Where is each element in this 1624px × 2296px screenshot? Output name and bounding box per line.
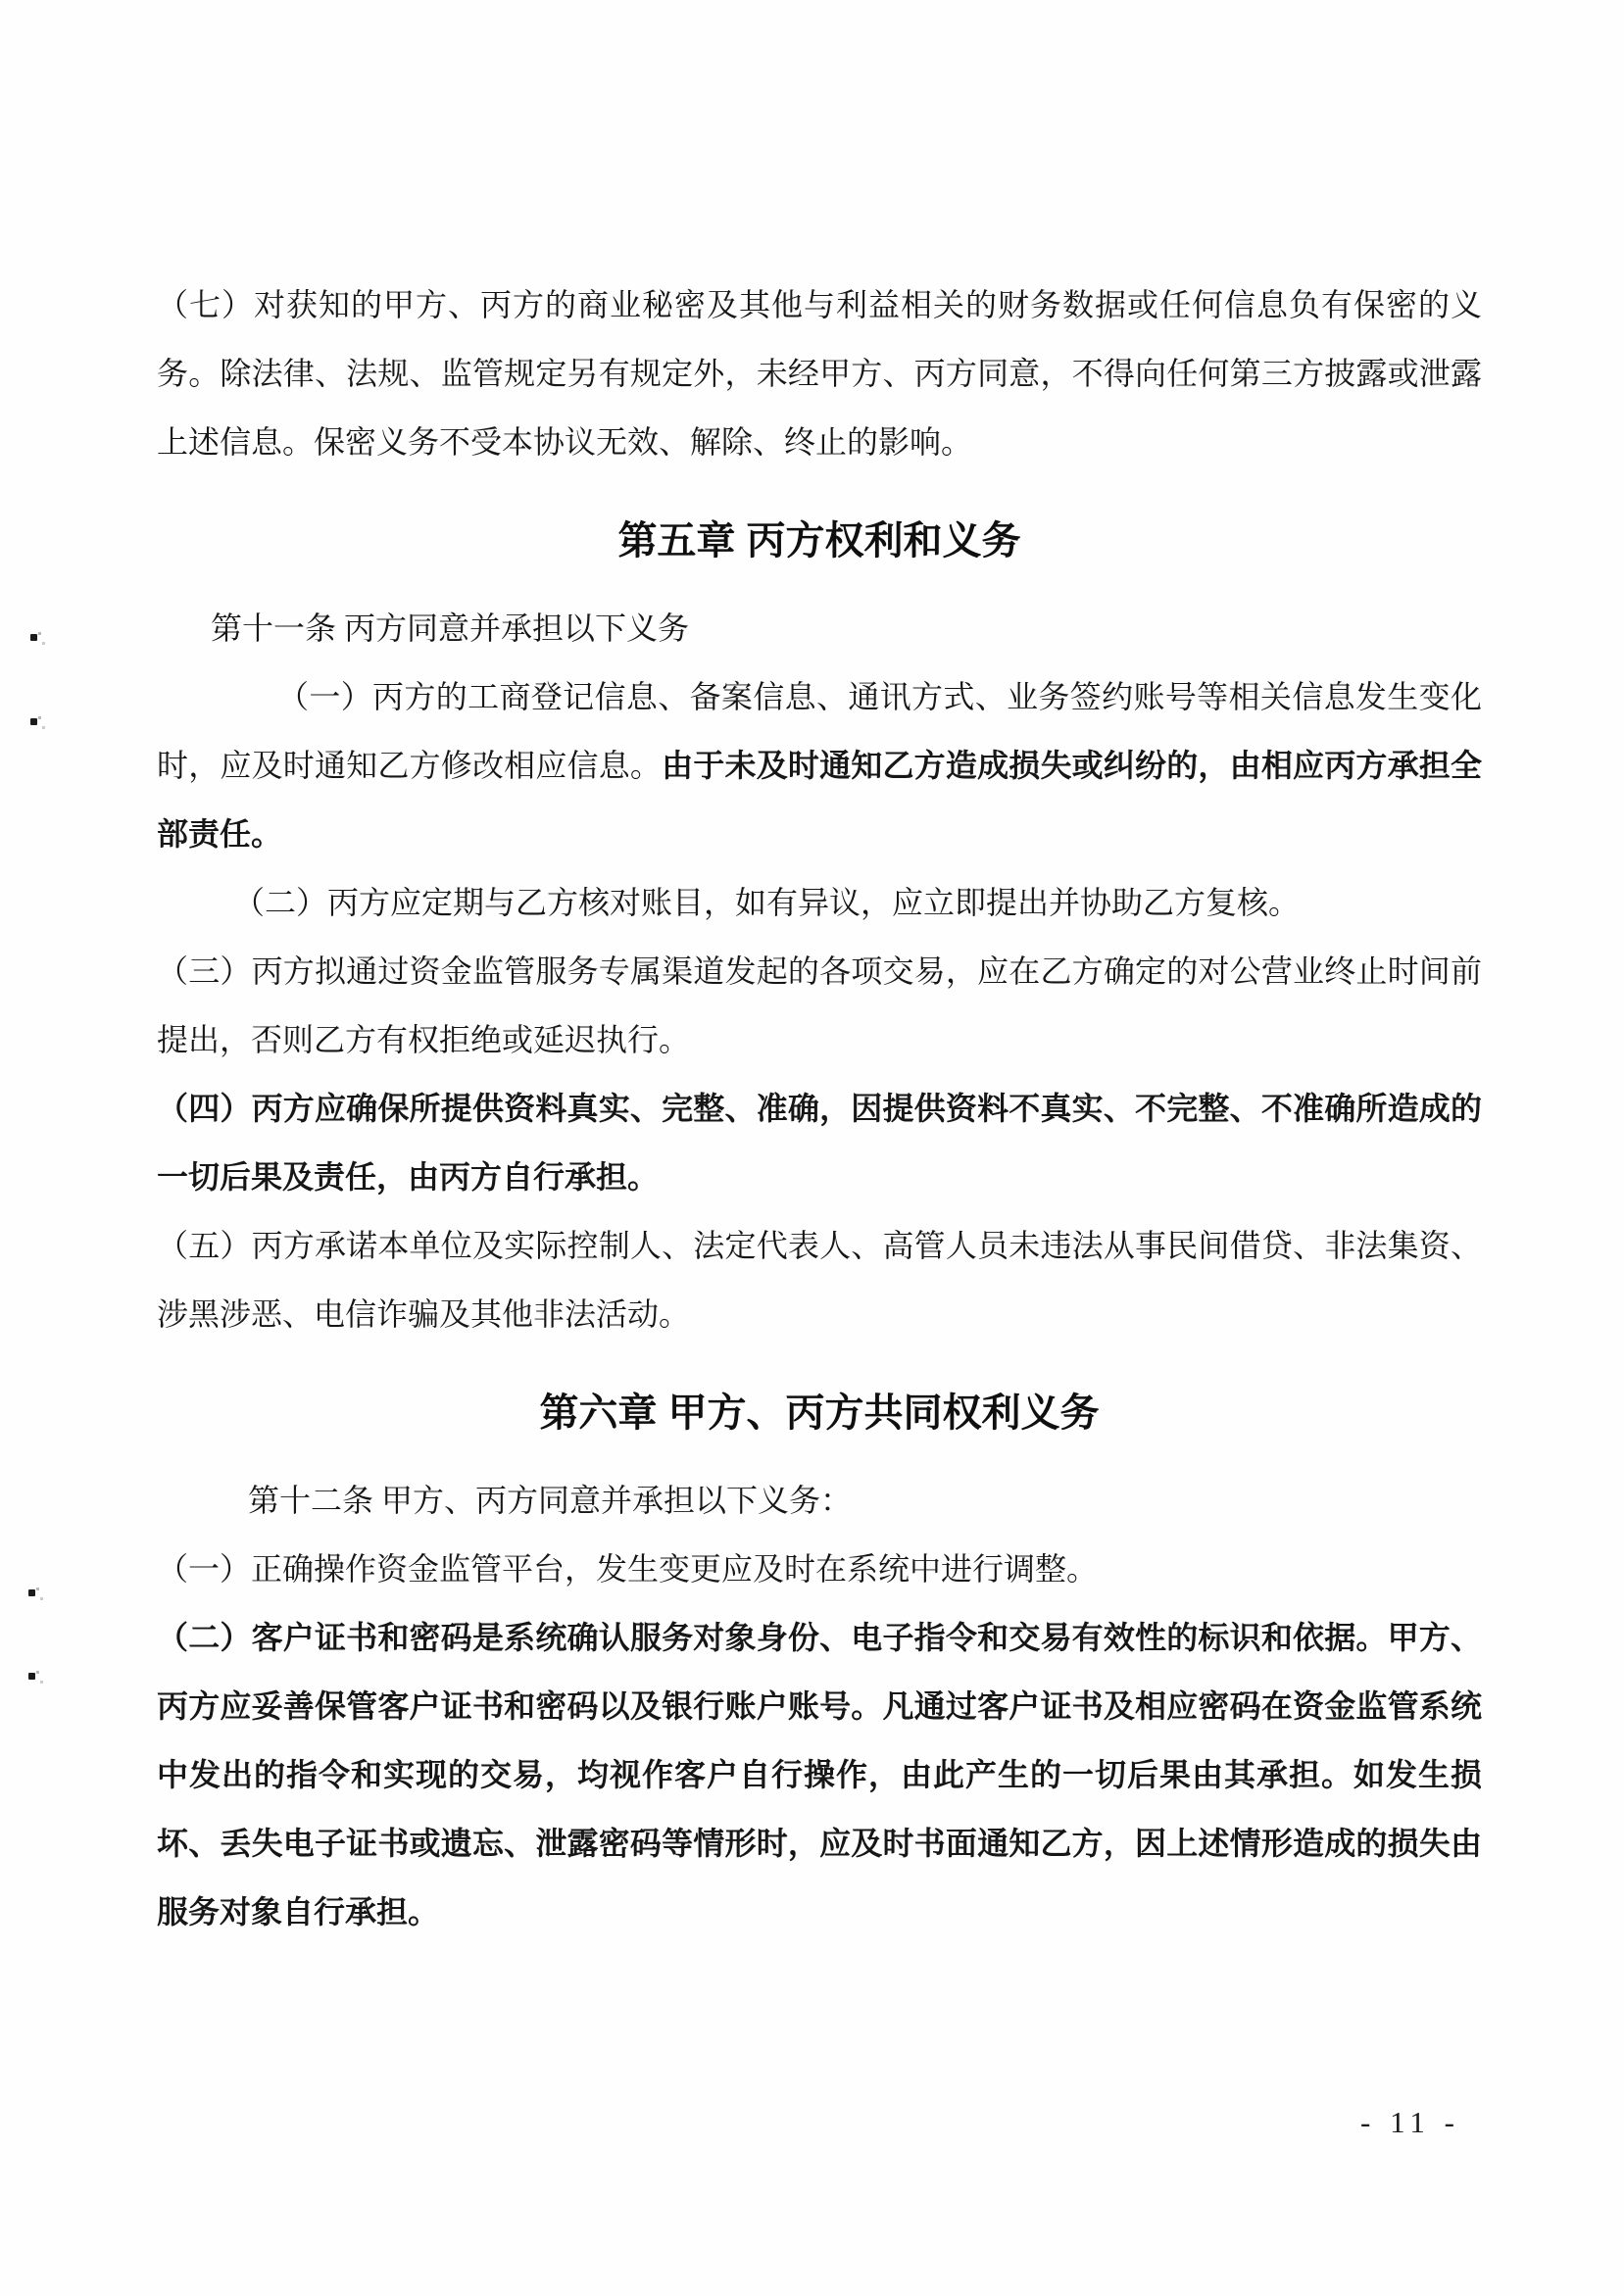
- text-segment: （二）客户证书和密码是系统确认服务对象身份、电子指令和交易有效性的标识和依据。甲方、丙方应妥善保管客户证书和密码以及银行账户账号。凡通过客户证书及相应密码在资金监管系统中发出的指令和实现的交易，均视作客户自行操作，由此产生的一切后果由其承担。如发生损坏、丢失电子证书或遗忘、泄露密码等情形时，应及时书面通知乙方，因上述情形造成的损失由服务对象自行承担。: [157, 1620, 1482, 1930]
- chapter-6-heading: 第六章 甲方、丙方共同权利义务: [539, 1392, 1100, 1435]
- text-segment: 第十一条 丙方同意并承担以下义务: [211, 611, 690, 646]
- clause-11-3: [157, 937, 1482, 1074]
- article-11-lead: [157, 594, 1482, 662]
- document-body: [157, 270, 1482, 1946]
- text-segment: （五）丙方承诺本单位及实际控制人、法定代表人、高管人员未违法从事民间借贷、非法集资、涉黑涉恶、电信诈骗及其他非法活动。: [157, 1228, 1482, 1332]
- text-segment: （一）正确操作资金监管平台，发生变更应及时在系统中进行调整。: [157, 1551, 1099, 1587]
- clause-7-confidentiality: [157, 270, 1482, 476]
- article-12-lead: [157, 1466, 1482, 1535]
- scan-speck: [28, 1673, 35, 1680]
- clause-11-4: [157, 1074, 1482, 1211]
- clause-11-2: [157, 868, 1482, 937]
- text-segment: （七）对获知的甲方、丙方的商业秘密及其他与利益相关的财务数据或任何信息负有保密的义务。除法律、法规、监管规定另有规定外，未经甲方、丙方同意，不得向任何第三方披露或泄露上述信息。保密义务不受本协议无效、解除、终止的影响。: [157, 287, 1482, 460]
- scan-speck: [30, 634, 37, 641]
- text-segment: （一）丙方的工商登记信息、备案信息、通讯方式、业务签约账号等相关信息发生变化时，应及时通知乙方修改相应信息。: [157, 679, 1482, 783]
- clause-12-2: [157, 1603, 1482, 1946]
- scan-speck: [28, 1589, 35, 1596]
- text-segment: （四）丙方应确保所提供资料真实、完整、准确，因提供资料不真实、不完整、不准确所造成的一切后果及责任，由丙方自行承担。: [157, 1091, 1482, 1195]
- clause-12-1: [157, 1535, 1482, 1603]
- page-number: - 11 -: [1360, 2105, 1460, 2139]
- text-segment: （三）丙方拟通过资金监管服务专属渠道发起的各项交易，应在乙方确定的对公营业终止时间前提出，否则乙方有权拒绝或延迟执行。: [157, 953, 1482, 1057]
- clause-11-1: [157, 662, 1482, 868]
- scan-speck: [30, 718, 37, 725]
- chapter-5-heading: 第五章 丙方权利和义务: [617, 519, 1021, 562]
- text-segment: （二）丙方应定期与乙方核对账目，如有异议，应立即提出并协助乙方复核。: [233, 885, 1301, 920]
- text-segment: 第十二条 甲方、丙方同意并承担以下义务：: [248, 1483, 853, 1518]
- clause-11-5: [157, 1211, 1482, 1348]
- text-segment: 由于未及时通知乙方造成损失或纠纷的，由相应丙方承担全部责任。: [157, 748, 1482, 852]
